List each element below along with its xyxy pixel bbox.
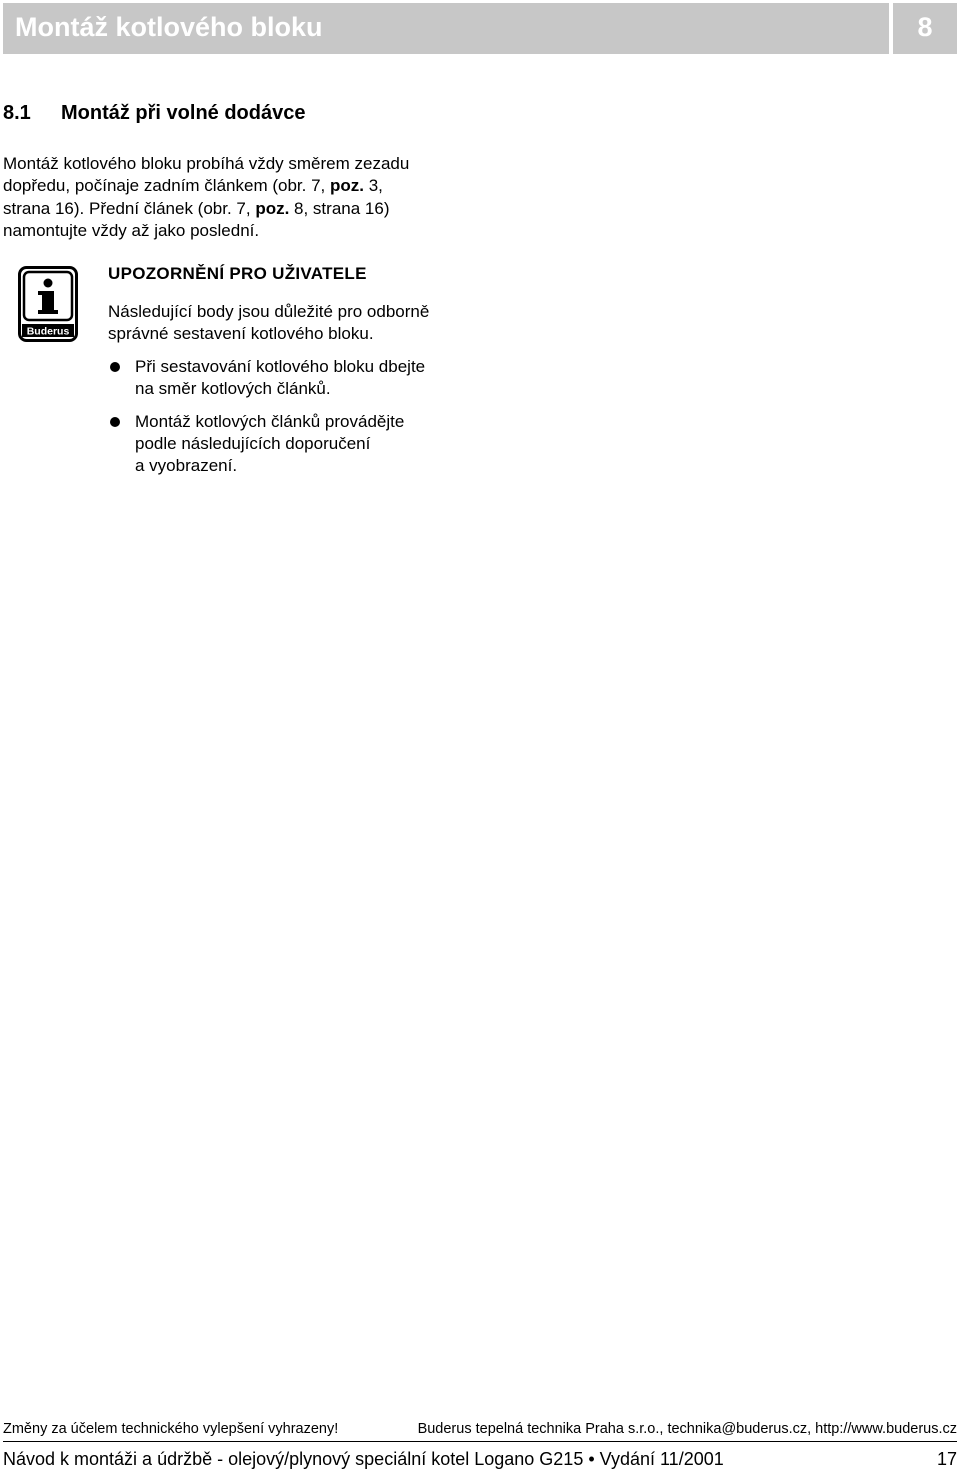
section-title: Montáž při volné dodávce [61,102,306,124]
intro-line: namontujte vždy až jako poslední. [3,220,260,240]
notice-title: UPOZORNĚNÍ PRO UŽIVATELE [108,264,367,283]
buderus-logo-text: Buderus [26,325,70,338]
intro-line: Montáž kotlového bloku probíhá vždy směrem zezadu [3,154,410,173]
section-number: 8.1 [3,102,31,124]
section-heading [3,102,305,125]
info-icon [18,266,78,342]
position-label: poz. [329,176,364,196]
list-item: Při sestavování kotlového bloku dbejte na směr kotlových článků. [108,356,488,401]
chapter-number-box [893,3,957,54]
list-item: Montáž kotlových článků provádějte podle následujících doporučení a vyobrazení. [108,411,488,478]
footer-divider [3,1441,957,1442]
page-number: 17 [936,1449,957,1469]
chapter-number: 8 [917,12,933,42]
bullet-icon [110,417,120,427]
position-label: poz. [255,198,290,218]
intro-line: dopředu, počínaje zadním článkem (obr. 7, poz. 3, [3,176,383,196]
bullet-icon [110,362,120,372]
chapter-title: Montáž kotlového bloku [15,12,323,42]
chapter-title-bar [3,3,889,54]
notice-line: správné sestavení kotlového bloku. [108,324,374,344]
notice-bullet-list [108,356,488,487]
notice-line: Následující body jsou důležité pro odborně [108,302,430,321]
footer-change-notice: Změny za účelem technického vylepšení vyhrazeny! [3,1421,339,1437]
footer-document-title: Návod k montáži a údržbě - olejový/plynový speciální kotel Logano G215 • Vydání 11/2001 [3,1449,724,1469]
intro-line: strana 16). Přední článek (obr. 7, poz. 8, strana 16) [3,198,390,218]
notice-body [108,301,468,346]
intro-paragraph [3,153,463,242]
footer-company-info: Buderus tepelná technika Praha s.r.o., technika@buderus.cz, http://www.buderus.cz [417,1421,957,1437]
